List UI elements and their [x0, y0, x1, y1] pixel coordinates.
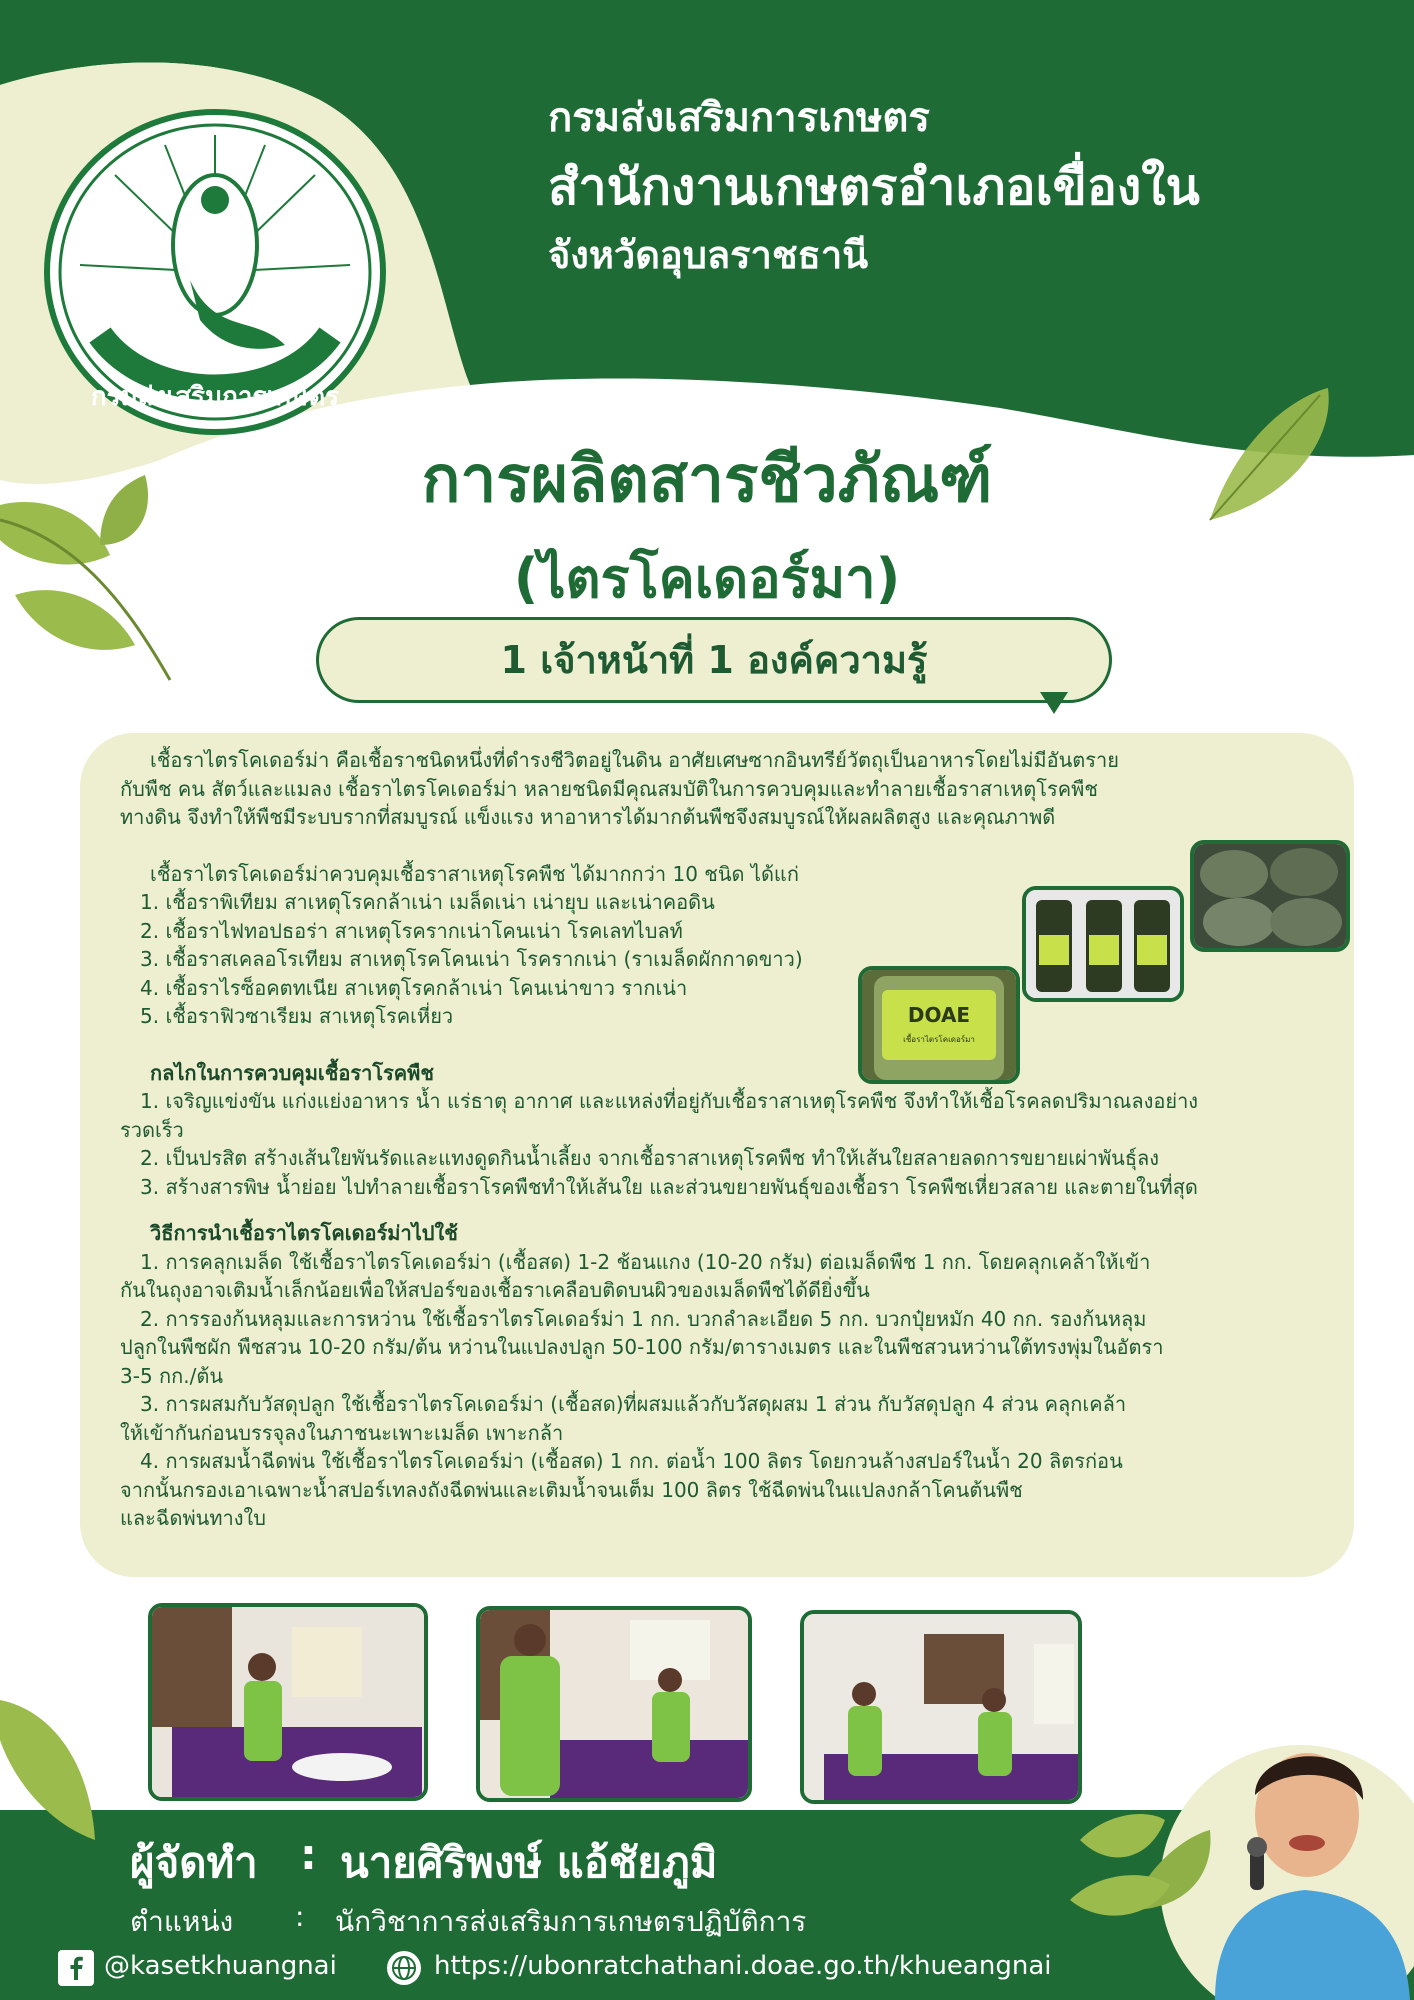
product-photo-bags	[1190, 840, 1350, 952]
control-list-item: 1. เชื้อราพิเทียม สาเหตุโรคกล้าเน่า เมล็ดเน่า เน่ายุบ และเน่าคอดิน	[140, 890, 715, 914]
position-separator: :	[295, 1900, 305, 1933]
author-label: ผู้จัดทำ	[130, 1838, 258, 1887]
page-title: การผลิตสารชีวภัณฑ์	[421, 443, 993, 517]
author-separator: :	[300, 1830, 317, 1879]
usage-heading: วิธีการนำเชื้อราไตรโคเดอร์ม่าไปใช้	[150, 1221, 458, 1245]
position-value: นักวิชาการส่งเสริมการเกษตรปฏิบัติการ	[335, 1905, 807, 1938]
usage-line: และฉีดพ่นทางใบ	[120, 1506, 266, 1530]
header-province: จังหวัดอุบลราชธานี	[548, 233, 869, 277]
intro-line: กับพืช คน สัตว์และแมลง เชื้อราไตรโคเดอร์ม่า หลายชนิดมีคุณสมบัติในการควบคุมและทำลายเชื้อราสาเหตุโรคพืช	[120, 776, 1098, 801]
mechanism-line: 2. เป็นปรสิต สร้างเส้นใยพันรัดและแทงดูดกินน้ำเลี้ยง จากเชื้อราสาเหตุโรคพืช ทำให้เส้นใยสลายลดการขยายเผ่าพันธุ์ลง	[140, 1146, 1160, 1170]
content-body	[120, 746, 1320, 1533]
mechanism-line: 1. เจริญแข่งขัน แก่งแย่งอาหาร น้ำ แร่ธาตุ อากาศ และแหล่งที่อยู่กับเชื้อราสาเหตุโรคพืช จึงทำให้เชื้อโรคลดปริมาณลงอย่าง	[140, 1089, 1199, 1113]
website-link[interactable]: https://ubonratchathani.doae.go.th/khueangnai	[434, 1951, 1052, 1981]
product-photo-bottle	[858, 966, 1020, 1084]
tagline-text: 1 เจ้าหน้าที่ 1 องค์ความรู้	[500, 638, 928, 682]
usage-line: 4. การผสมน้ำฉีดพ่น ใช้เชื้อราไตรโคเดอร์ม่า (เชื้อสด) 1 กก. ต่อน้ำ 100 ลิตร โดยกวนล้างสปอร์ในน้ำ 20 ลิตรก่อน	[140, 1449, 1123, 1473]
header-office: สำนักงานเกษตรอำเภอเขื่องใน	[548, 158, 1200, 216]
usage-line: 3-5 กก./ต้น	[120, 1363, 223, 1388]
activity-photo-1	[148, 1603, 428, 1801]
tagline-bubble	[316, 617, 1112, 703]
control-list-item: 5. เชื้อราฟิวซาเรียม สาเหตุโรคเหี่ยว	[140, 1004, 454, 1028]
author-portrait	[1195, 1725, 1414, 2000]
product-photo-bottles	[1022, 886, 1184, 1002]
control-intro: เชื้อราไตรโคเดอร์ม่าควบคุมเชื้อราสาเหตุโรคพืช ได้มากกว่า 10 ชนิด ได้แก่	[150, 861, 799, 886]
intro-line: ทางดิน จึงทำให้พืชมีระบบรากที่สมบูรณ์ แข็งแรง หาอาหารได้มากต้นพืชจึงสมบูรณ์ให้ผลผลิตสูง และคุณภาพดี	[120, 805, 1056, 829]
facebook-icon	[58, 1950, 94, 1986]
usage-line: จากนั้นกรองเอาเฉพาะน้ำสปอร์เทลงถังฉีดพ่นและเติมน้ำจนเต็ม 100 ลิตร ใช้ฉีดพ่นในแปลงกล้าโคนต้นพืช	[120, 1477, 1023, 1502]
usage-line: 2. การรองก้นหลุมและการหว่าน ใช้เชื้อราไตรโคเดอร์ม่า 1 กก. บวกลำละเอียด 5 กก. บวกปุ๋ยหมัก 40 กก. รองก้นหลุม	[140, 1306, 1147, 1331]
page-subtitle: (ไตรโคเดอร์มา)	[513, 547, 901, 610]
usage-line: ปลูกในพืชผัก พืชสวน 10-20 กรัม/ต้น หว่านในแปลงปลูก 50-100 กรัม/ตารางเมตร และในพืชสวนหว่านใต้ทรงพุ่มในอัตรา	[120, 1335, 1164, 1359]
intro-line: เชื้อราไตรโคเดอร์ม่า คือเชื้อราชนิดหนึ่งที่ดำรงชีวิตอยู่ในดิน อาศัยเศษซากอินทรีย์วัตถุเป็นอาหารโดยไม่มีอันตราย	[150, 748, 1119, 772]
svg-text:เชื้อราไตรโคเดอร์มา: เชื้อราไตรโคเดอร์มา	[903, 1035, 975, 1044]
doae-seal-icon	[40, 105, 390, 440]
header-department: กรมส่งเสริมการเกษตร	[548, 95, 930, 141]
mechanism-line: 3. สร้างสารพิษ น้ำย่อย ไปทำลายเชื้อราโรคพืชทำให้เส้นใย และส่วนขยายพันธุ์ของเชื้อรา โรคพืชเหี่ยวสลาย และตายในที่สุด	[140, 1174, 1198, 1199]
svg-text:DOAE: DOAE	[907, 1003, 971, 1027]
position-label: ตำแหน่ง	[130, 1905, 234, 1938]
control-list-item: 3. เชื้อราสเคลอโรเทียม สาเหตุโรคโคนเน่า โรครากเน่า (ราเมล็ดผักกาดขาว)	[140, 947, 803, 971]
activity-photo-2	[476, 1606, 752, 1802]
bubble-tail	[1040, 692, 1068, 714]
svg-text:กรมส่งเสริมการเกษตร: กรมส่งเสริมการเกษตร	[90, 382, 340, 412]
mechanism-line: รวดเร็ว	[120, 1117, 184, 1142]
facebook-handle[interactable]: @kasetkhuangnai	[104, 1951, 337, 1981]
control-list-item: 2. เชื้อราไฟทอปธอร่า สาเหตุโรครากเน่าโคนเน่า โรคเลทไบลท์	[140, 918, 683, 943]
usage-line: ให้เข้ากันก่อนบรรจุลงในภาชนะเพาะเมล็ด เพาะกล้า	[120, 1420, 564, 1445]
usage-line: 1. การคลุกเมล็ด ใช้เชื้อราไตรโคเดอร์ม่า (เชื้อสด) 1-2 ช้อนแกง (10-20 กรัม) ต่อเมล็ดพืช 1 กก. โดยคลุกเคล้าให้เข้า	[140, 1249, 1151, 1274]
usage-line: 3. การผสมกับวัสดุปลูก ใช้เชื้อราไตรโคเดอร์ม่า (เชื้อสด)ที่ผสมแล้วกับวัสดุผสม 1 ส่วน กับวัสดุปลูก 4 ส่วน คลุกเคล้า	[140, 1392, 1127, 1416]
control-list-item: 4. เชื้อราไรซ็อคตทเนีย สาเหตุโรคกล้าเน่า โคนเน่าขาว รากเน่า	[140, 975, 688, 1000]
author-name: นายศิริพงษ์ แอ้ชัยภูมิ	[340, 1838, 718, 1887]
usage-line: กันในถุงอาจเติมน้ำเล็กน้อยเพื่อให้สปอร์ของเชื้อราเคลือบติดบนผิวของเมล็ดพืชได้ดียิ่งขึ้น	[120, 1278, 870, 1302]
activity-photo-3	[800, 1610, 1082, 1804]
mechanism-heading: กลไกในการควบคุมเชื้อราโรคพืช	[150, 1060, 434, 1085]
globe-icon	[386, 1950, 422, 1986]
